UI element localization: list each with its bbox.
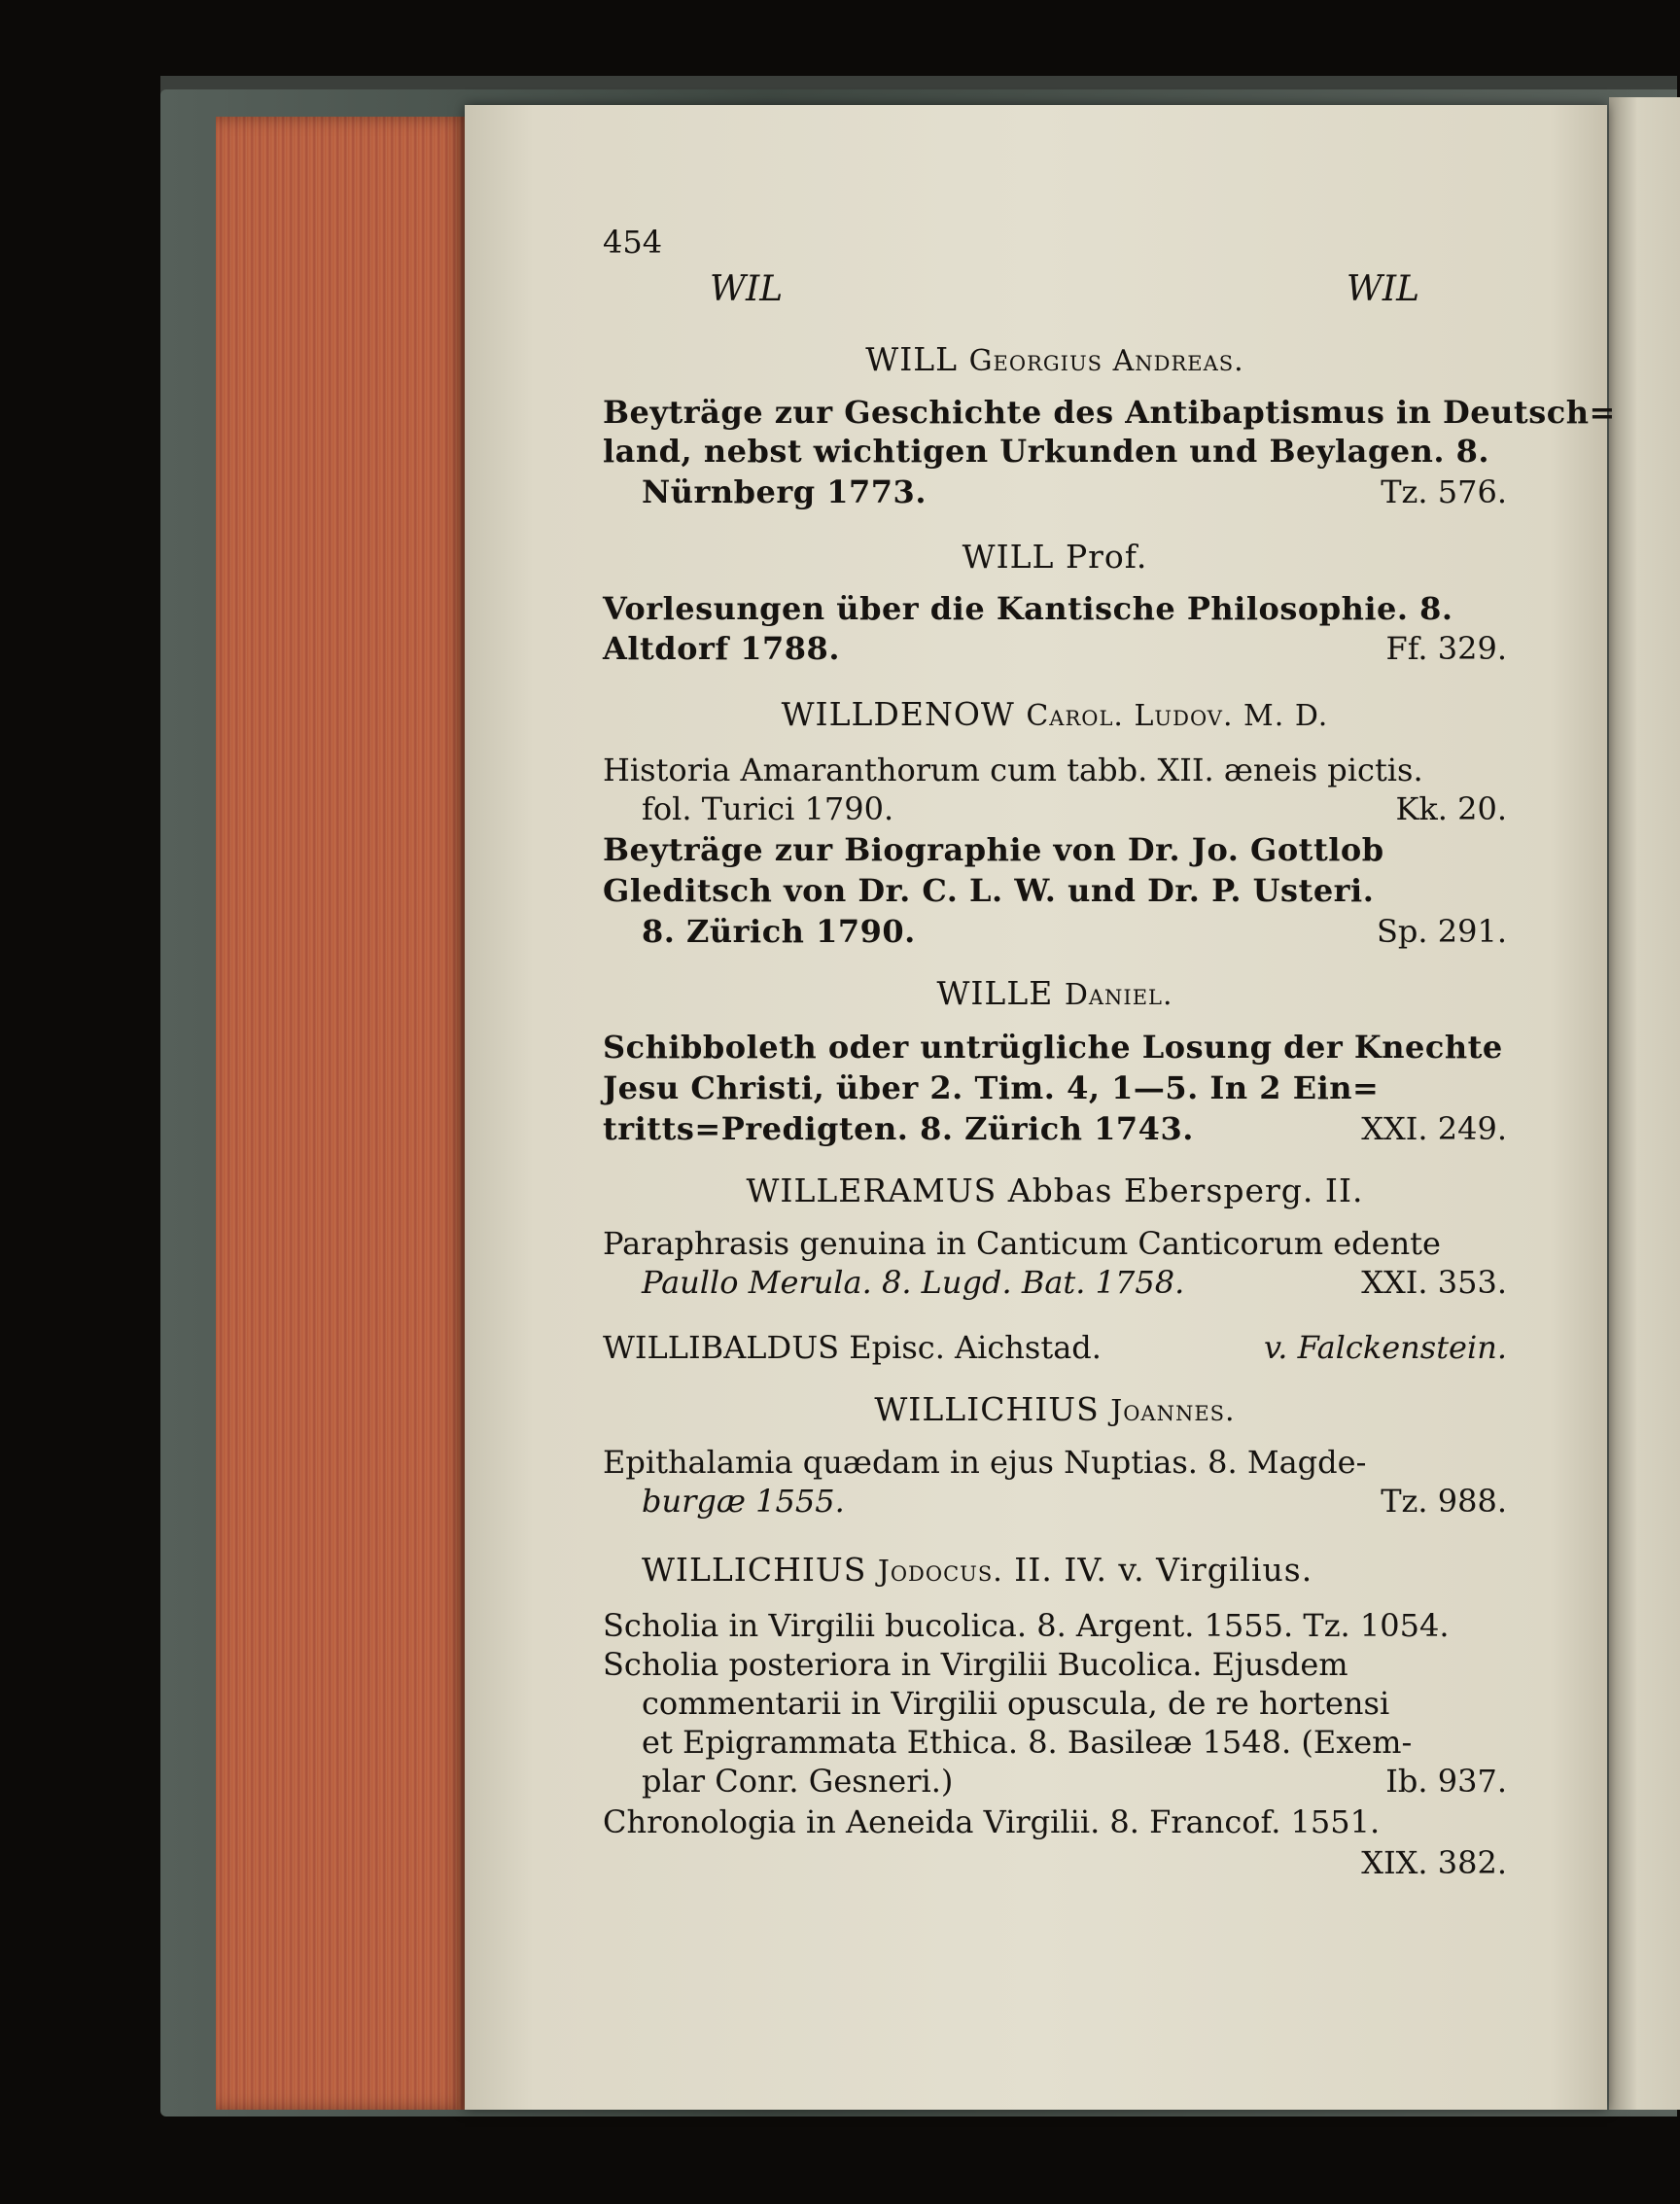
entry-line: Gleditsch von Dr. C. L. W. und Dr. P. Usteri. <box>603 872 1375 909</box>
entry-line: Scholia posteriora in Virgilii Bucolica. Ejusdem <box>603 1646 1348 1683</box>
entry-line: Jesu Christi, über 2. Tim. 4, 1—5. In 2 Ein= <box>603 1069 1380 1106</box>
entry-crossref: v. Falckenstein. <box>1263 1329 1507 1366</box>
entry-heading-willichius-joannes <box>603 1390 1507 1428</box>
entry-line: tritts=Predigten. 8. Zürich 1743. <box>603 1110 1194 1147</box>
heading-tail: II. IV. v. Virgilius. <box>1014 1551 1313 1589</box>
heading-forename: Carol. Ludov. M. D. <box>1026 699 1329 733</box>
entry-reference: XXI. 353. <box>1361 1264 1507 1301</box>
heading-forename: Jodocus. <box>877 1555 1003 1589</box>
entry-line: burgæ 1555. <box>642 1483 845 1520</box>
heading-forename: Daniel. <box>1064 978 1173 1012</box>
entry-line: commentarii in Virgilii opuscula, de re hortensi <box>642 1685 1390 1722</box>
heading-name: WILLICHIUS <box>642 1551 867 1589</box>
entry-reference: Tz. 988. <box>1381 1483 1507 1520</box>
entry-line: Altdorf 1788. <box>603 630 840 667</box>
entry-reference: Kk. 20. <box>1395 790 1507 827</box>
entry-reference: Ib. 937. <box>1385 1763 1507 1800</box>
entry-reference: XXI. 249. <box>1361 1110 1507 1147</box>
heading-name: WILLDENOW <box>781 695 1015 733</box>
entry-heading-will-prof: WILL Prof. <box>962 538 1148 576</box>
entry-line: Vorlesungen über die Kantische Philosophie. 8. <box>603 590 1453 627</box>
entry-heading-willeramus: WILLERAMUS Abbas Ebersperg. II. <box>746 1172 1364 1209</box>
entry-heading-will-georgius <box>603 340 1507 378</box>
running-head-right: WIL <box>1346 269 1419 309</box>
entry-heading-wille <box>603 974 1507 1012</box>
entry-line: 8. Zürich 1790. <box>642 913 916 950</box>
entry-line: Chronologia in Aeneida Virgilii. 8. Francof. 1551. <box>603 1803 1381 1840</box>
heading-name: WILL <box>865 340 959 378</box>
heading-forename: Georgius Andreas. <box>968 344 1244 378</box>
entry-line: fol. Turici 1790. <box>642 790 894 827</box>
entry-line: land, nebst wichtigen Urkunden und Beylagen. 8. <box>603 433 1490 470</box>
entry-line: Schibboleth oder untrügliche Losung der Knechte <box>603 1029 1503 1066</box>
entry-line-willibaldus: WILLIBALDUS Episc. Aichstad. <box>603 1329 1102 1366</box>
heading-forename: Joannes. <box>1110 1394 1236 1428</box>
entry-line: Paullo Merula. 8. Lugd. Bat. 1758. <box>642 1264 1185 1301</box>
entry-line: Beyträge zur Biographie von Dr. Jo. Gottlob <box>603 831 1384 868</box>
entry-reference: Ff. 329. <box>1385 630 1507 667</box>
entry-line: Epithalamia quædam in ejus Nuptias. 8. Magde- <box>603 1444 1367 1481</box>
page-edges <box>216 117 469 2110</box>
page-number: 454 <box>603 224 663 261</box>
entry-line: et Epigrammata Ethica. 8. Basileæ 1548. (Exem- <box>642 1724 1413 1761</box>
entry-heading-willichius-jodocus <box>642 1551 1312 1589</box>
entry-line: Nürnberg 1773. <box>642 473 927 510</box>
entry-line: Historia Amaranthorum cum tabb. XII. æneis pictis. <box>603 752 1423 788</box>
entry-reference: Sp. 291. <box>1377 913 1507 950</box>
running-head-left: WIL <box>710 269 784 309</box>
entry-line: Paraphrasis genuina in Canticum Canticorum edente <box>603 1225 1441 1262</box>
facing-page-edge <box>1609 97 1680 2110</box>
entry-reference: XIX. 382. <box>1361 1844 1507 1881</box>
entry-heading-willdenow <box>603 695 1507 733</box>
entry-line: plar Conr. Gesneri.) <box>642 1763 954 1800</box>
entry-line: Beyträge zur Geschichte des Antibaptismus in Deutsch= <box>603 394 1616 431</box>
entry-reference: Tz. 576. <box>1381 473 1507 510</box>
heading-name: WILLE <box>936 974 1054 1012</box>
entry-line: Scholia in Virgilii bucolica. 8. Argent. 1555. Tz. 1054. <box>603 1607 1450 1644</box>
heading-name: WILLICHIUS <box>874 1390 1100 1428</box>
